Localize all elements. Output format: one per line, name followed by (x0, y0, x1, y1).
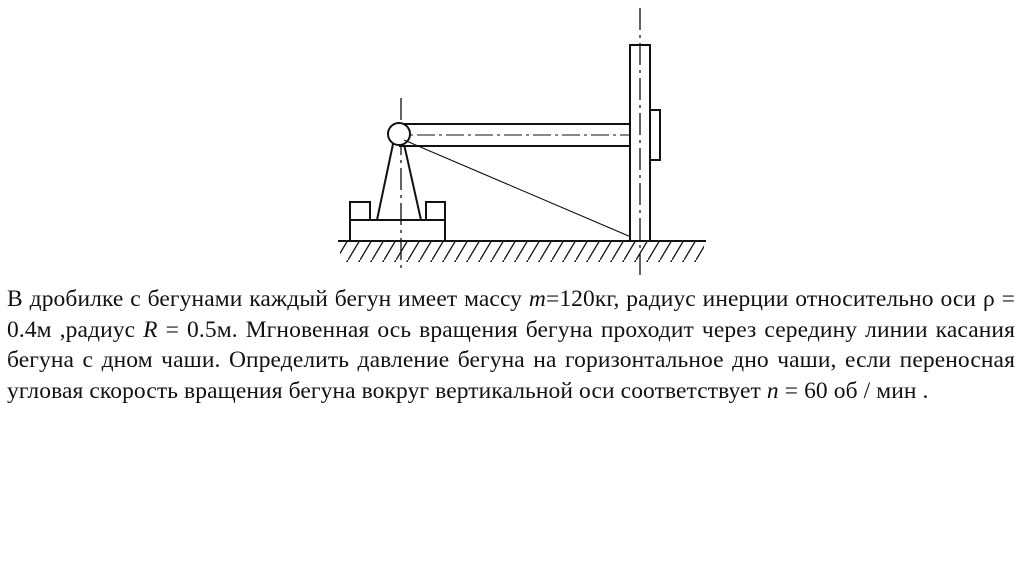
speed-symbol: n (766, 377, 779, 404)
radius-symbol: R (143, 316, 158, 343)
mass-symbol: m (528, 286, 546, 312)
problem-part-4: = 60 об / мин . (778, 377, 929, 404)
problem-part-3: = 0.5м. Мгновенная ось вращения бегуна проходит через середину линии касания бегуна с дном чаши. Определить давление бегуна на горизонтальное дно чаши, если переносная угловая скорость вращения бегуна вокруг вертикальной оси соответствует (7, 316, 1015, 404)
problem-statement (7, 284, 1015, 406)
ground (338, 241, 706, 262)
base-block (350, 202, 445, 241)
problem-part-1: В дробилке с бегунами каждый бегун имеет массу (7, 286, 529, 312)
runner-wheel (630, 45, 660, 241)
support-frame (377, 144, 421, 220)
problem-part-2: =120кг, радиус инерции относительно оси ρ = 0.4м ,радиус (7, 286, 1015, 343)
